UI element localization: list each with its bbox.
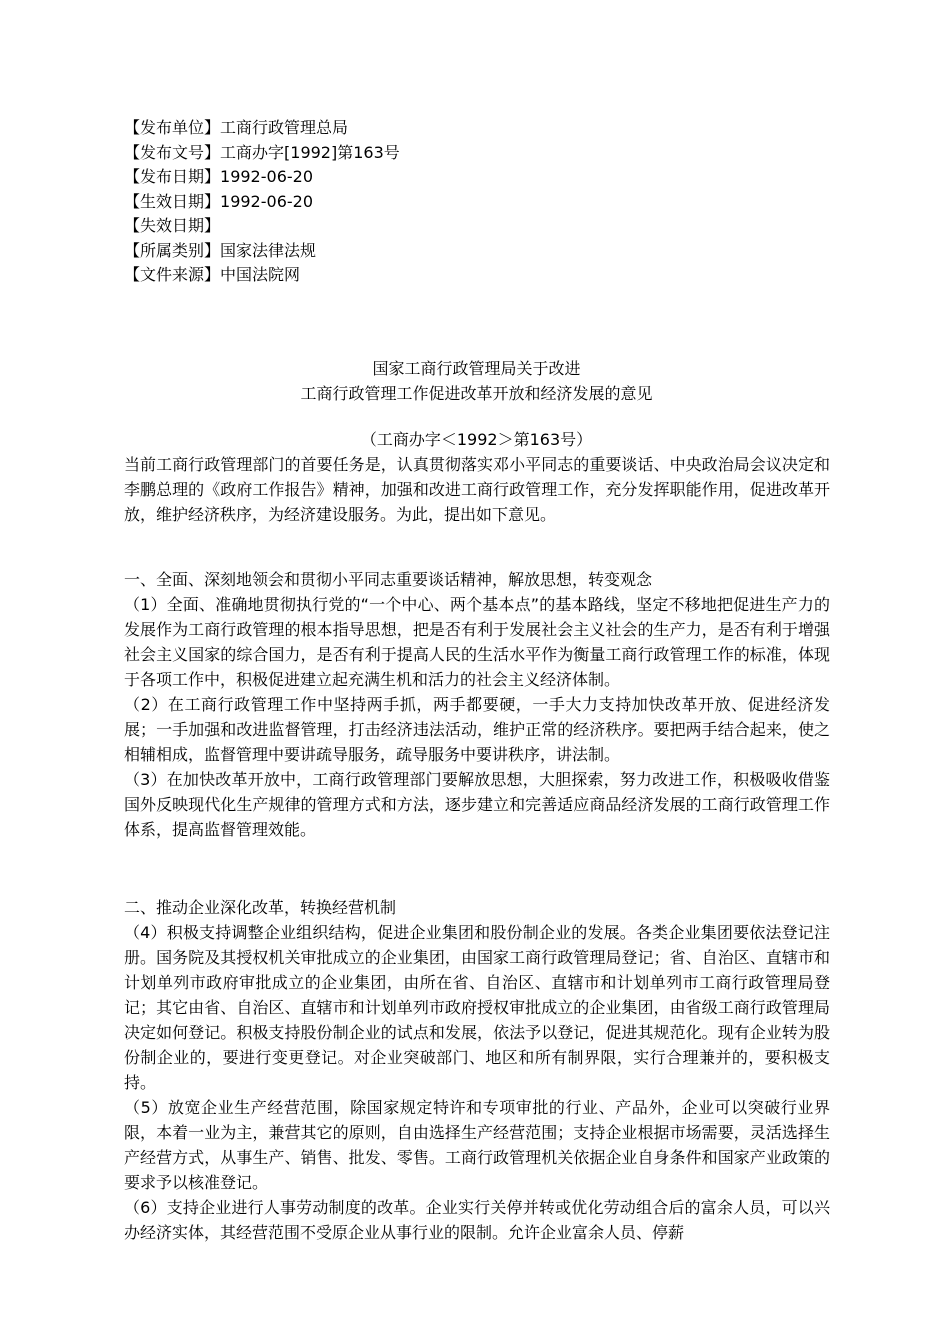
meta-category <box>124 239 824 264</box>
paragraph: （5）放宽企业生产经营范围，除国家规定特许和专项审批的行业、产品外，企业可以突破行业界限，本着一业为主，兼营其它的原则，自由选择生产经营范围；支持企业根据市场需要，灵活选择生产经营方式，从事生产、销售、批发、零售。工商行政管理机关依据企业自身条件和国家产业政策的要求予以核准登记。 <box>124 1098 830 1192</box>
section-body <box>124 920 830 1245</box>
meta-label: 【生效日期】 <box>124 191 221 211</box>
intro-text: 当前工商行政管理部门的首要任务是，认真贯彻落实邓小平同志的重要谈话、中央政治局会议决定和李鹏总理的《政府工作报告》精神，加强和改进工商行政管理工作，充分发挥职能作用，促进改革开放，维护经济秩序，为经济建设服务。为此，提出如下意见。 <box>124 455 830 524</box>
intro-paragraph <box>124 452 830 527</box>
section-body <box>124 592 830 842</box>
document-metadata <box>124 116 824 288</box>
meta-label: 【所属类别】 <box>124 240 221 260</box>
meta-value: 1992-06-20 <box>220 167 313 186</box>
meta-label: 【发布文号】 <box>124 142 221 162</box>
meta-publisher <box>124 116 824 141</box>
meta-effective-date <box>124 190 824 215</box>
meta-value: 中国法院网 <box>220 265 301 284</box>
paragraph: （6）支持企业进行人事劳动制度的改革。企业实行关停并转或优化劳动组合后的富余人员，可以兴办经济实体，其经营范围不受原企业从事行业的限制。允许企业富余人员、停薪 <box>124 1198 830 1242</box>
meta-publish-date <box>124 165 824 190</box>
paragraph: （1）全面、准确地贯彻执行党的“一个中心、两个基本点”的基本路线，坚定不移地把促进生产力的发展作为工商行政管理的根本指导思想，把是否有利于发展社会主义社会的生产力，是否有利于增强社会主义国家的综合国力，是否有利于提高人民的生活水平作为衡量工商行政管理工作的标准，体现于各项工作中，积极促进建立起充满生机和活力的社会主义经济体制。 <box>124 595 830 689</box>
meta-document-number <box>124 141 824 166</box>
meta-expiry-date <box>124 214 824 239</box>
paragraph: （4）积极支持调整企业组织结构，促进企业集团和股份制企业的发展。各类企业集团要依法登记注册。国务院及其授权机关审批成立的企业集团，由国家工商行政管理局登记；省、自治区、直辖市和计划单列市政府审批成立的企业集团，由所在省、自治区、直辖市和计划单列市工商行政管理局登记；其它由省、自治区、直辖市和计划单列市政府授权审批成立的企业集团，由省级工商行政管理局决定如何登记。积极支持股份制企业的试点和发展，依法予以登记，促进其规范化。现有企业转为股份制企业的，要进行变更登记。对企业突破部门、地区和所有制界限，实行合理兼并的，要积极支持。 <box>124 923 830 1092</box>
section-heading: 一、全面、深刻地领会和贯彻小平同志重要谈话精神，解放思想，转变观念 <box>124 570 653 589</box>
title-line-1: 国家工商行政管理局关于改进 <box>372 359 581 378</box>
meta-value: 国家法律法规 <box>220 240 317 260</box>
meta-label: 【失效日期】 <box>124 216 221 235</box>
title-line-2: 工商行政管理工作促进改革开放和经济发展的意见 <box>300 384 653 403</box>
meta-value: 工商行政管理总局 <box>220 118 349 137</box>
meta-label: 【发布日期】 <box>124 167 221 186</box>
section-heading: 二、推动企业深化改革，转换经营机制 <box>124 898 397 917</box>
meta-source <box>124 263 824 288</box>
document-title <box>124 356 829 452</box>
meta-label: 【文件来源】 <box>124 265 221 284</box>
meta-label: 【发布单位】 <box>124 118 221 137</box>
paragraph: （3）在加快改革开放中，工商行政管理部门要解放思想，大胆探索，努力改进工作，积极吸收借鉴国外反映现代化生产规律的管理方式和方法，逐步建立和完善适应商品经济发展的工商行政管理工作体系，提高监督管理效能。 <box>124 770 830 839</box>
meta-value: 1992-06-20 <box>220 191 313 211</box>
meta-value: 工商办字[1992]第163号 <box>220 142 400 162</box>
document-number: （工商办字＜1992＞第163号） <box>360 430 593 449</box>
paragraph: （2）在工商行政管理工作中坚持两手抓，两手都要硬，一手大力支持加快改革开放、促进经济发展；一手加强和改进监督管理，打击经济违法活动，维护正常的经济秩序。要把两手结合起来，使之相辅相成，监督管理中要讲疏导服务，疏导服务中要讲秩序，讲法制。 <box>124 695 830 764</box>
